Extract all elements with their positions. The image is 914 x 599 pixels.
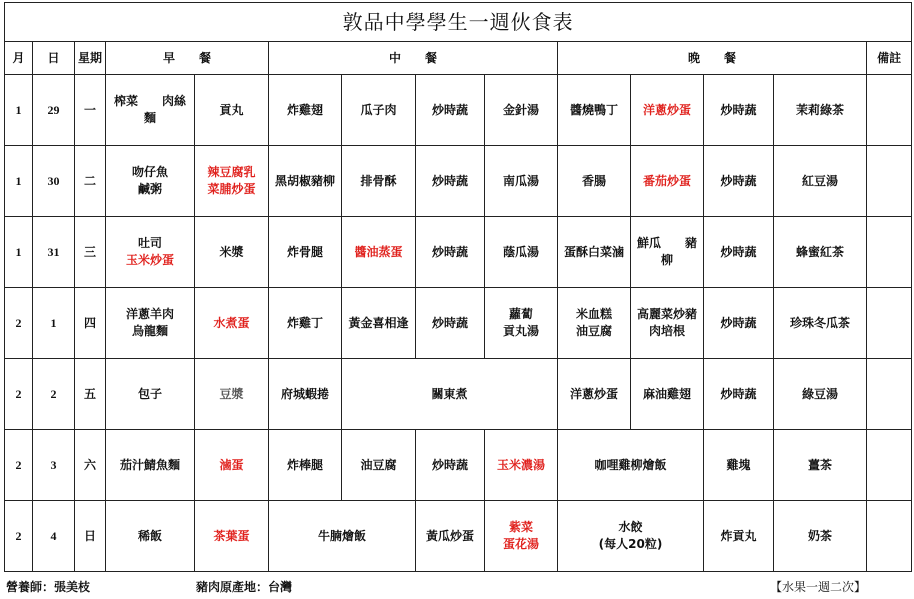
- dinner-combined-dish: 咖哩雞柳燴飯: [558, 430, 704, 501]
- header-day: 日: [33, 42, 75, 75]
- breakfast-side: 水煮蛋: [195, 288, 269, 359]
- lunch-dish: 醬油蒸蛋: [342, 217, 416, 288]
- breakfast-main-extra: 玉米炒蛋: [125, 253, 174, 267]
- header-note: 備註: [867, 42, 912, 75]
- lunch-dish: 排骨酥: [342, 146, 416, 217]
- month-cell: 1: [5, 75, 33, 146]
- note-cell: [867, 75, 912, 146]
- lunch-dish: 炒時蔬: [416, 217, 485, 288]
- header-month: 月: [5, 42, 33, 75]
- dinner-dish: 炒時蔬: [704, 146, 774, 217]
- dinner-dish: 鮮瓜 豬 柳: [631, 217, 704, 288]
- day-cell: 3: [33, 430, 75, 501]
- table-row: [5, 288, 912, 359]
- weekday-cell: 六: [75, 430, 106, 501]
- dinner-dish: 炸貢丸: [704, 501, 774, 572]
- lunch-dish: 炒時蔬: [416, 146, 485, 217]
- note-cell: [867, 359, 912, 430]
- dinner-dish: 炒時蔬: [704, 359, 774, 430]
- dinner-drink: 薑茶: [774, 430, 867, 501]
- note-cell: [867, 217, 912, 288]
- dinner-dish: 炒時蔬: [704, 288, 774, 359]
- lunch-soup: 玉米濃湯: [485, 430, 558, 501]
- header-breakfast: 早 餐: [106, 42, 269, 75]
- breakfast-main: 茄汁鯖魚麵: [106, 430, 195, 501]
- dinner-dish: 麻油雞翅: [631, 359, 704, 430]
- table-row: [5, 501, 912, 572]
- lunch-dish: 炒時蔬: [416, 430, 485, 501]
- dinner-dish: 雞塊: [704, 430, 774, 501]
- day-cell: 4: [33, 501, 75, 572]
- lunch-dish: 炸棒腿: [269, 430, 342, 501]
- month-cell: 1: [5, 217, 33, 288]
- weekday-cell: 三: [75, 217, 106, 288]
- lunch-soup: 金針湯: [485, 75, 558, 146]
- lunch-dish: 瓜子肉: [342, 75, 416, 146]
- table-row: [5, 359, 912, 430]
- dinner-dish: 炒時蔬: [704, 75, 774, 146]
- dinner-drink: 蜂蜜紅茶: [774, 217, 867, 288]
- breakfast-main: 稀飯: [106, 501, 195, 572]
- header-lunch: 中 餐: [269, 42, 558, 75]
- lunch-soup: 蔭瓜湯: [485, 217, 558, 288]
- breakfast-main: 吻仔魚 鹹粥: [106, 146, 195, 217]
- breakfast-main: 包子: [106, 359, 195, 430]
- lunch-soup: 蘿蔔 貢丸湯: [485, 288, 558, 359]
- lunch-dish: 黃金喜相逢: [342, 288, 416, 359]
- dinner-dish: 高麗菜炒豬 肉培根: [631, 288, 704, 359]
- lunch-soup: 紫菜 蛋花湯: [485, 501, 558, 572]
- page-title: 敦品中學學生一週伙食表: [5, 3, 912, 42]
- weekly-menu-table: [4, 2, 912, 572]
- dinner-dish: 香腸: [558, 146, 631, 217]
- fruit-note: 【水果一週二次】: [770, 580, 867, 594]
- lunch-dish: 府城蝦捲: [269, 359, 342, 430]
- dinner-dish: 番茄炒蛋: [631, 146, 704, 217]
- table-row: [5, 430, 912, 501]
- table-row: [5, 146, 912, 217]
- day-cell: 2: [33, 359, 75, 430]
- breakfast-side: 茶葉蛋: [195, 501, 269, 572]
- weekday-cell: 一: [75, 75, 106, 146]
- weekday-cell: 二: [75, 146, 106, 217]
- lunch-dish: 油豆腐: [342, 430, 416, 501]
- dinner-combined-dish: 水餃 (每人20粒): [558, 501, 704, 572]
- breakfast-side: 辣豆腐乳 菜脯炒蛋: [195, 146, 269, 217]
- month-cell: 2: [5, 288, 33, 359]
- breakfast-main: 洋蔥羊肉 烏龍麵: [106, 288, 195, 359]
- lunch-dish: 炒時蔬: [416, 75, 485, 146]
- dinner-dish: 米血糕 油豆腐: [558, 288, 631, 359]
- table-row: [5, 217, 912, 288]
- lunch-dish: 黑胡椒豬柳: [269, 146, 342, 217]
- breakfast-side: 米漿: [195, 217, 269, 288]
- breakfast-side: 滷蛋: [195, 430, 269, 501]
- dinner-drink: 茉莉綠茶: [774, 75, 867, 146]
- dinner-drink: 綠豆湯: [774, 359, 867, 430]
- breakfast-main-line: 吐司: [137, 236, 162, 250]
- month-cell: 2: [5, 430, 33, 501]
- pork-origin-label: 豬肉原產地：台灣: [196, 580, 293, 594]
- day-cell: 1: [33, 288, 75, 359]
- lunch-dish: 炸雞丁: [269, 288, 342, 359]
- lunch-combined-dish: 關東煮: [342, 359, 558, 430]
- note-cell: [867, 501, 912, 572]
- dinner-dish: 醬燒鴨丁: [558, 75, 631, 146]
- lunch-soup: 南瓜湯: [485, 146, 558, 217]
- month-cell: 2: [5, 501, 33, 572]
- day-cell: 29: [33, 75, 75, 146]
- dinner-drink: 珍珠冬瓜茶: [774, 288, 867, 359]
- dinner-dish: 洋蔥炒蛋: [631, 75, 704, 146]
- lunch-combined-dish: 牛腩燴飯: [269, 501, 416, 572]
- weekday-cell: 四: [75, 288, 106, 359]
- dinner-drink: 奶茶: [774, 501, 867, 572]
- weekday-cell: 五: [75, 359, 106, 430]
- month-cell: 2: [5, 359, 33, 430]
- dinner-dish: 蛋酥白菜滷: [558, 217, 631, 288]
- lunch-dish: 炒時蔬: [416, 288, 485, 359]
- dinner-dish: 炒時蔬: [704, 217, 774, 288]
- dinner-dish: 洋蔥炒蛋: [558, 359, 631, 430]
- header-weekday: 星期: [75, 42, 106, 75]
- breakfast-main: [106, 217, 195, 288]
- table-row: [5, 75, 912, 146]
- day-cell: 30: [33, 146, 75, 217]
- lunch-dish: 黃瓜炒蛋: [416, 501, 485, 572]
- note-cell: [867, 146, 912, 217]
- breakfast-main: 榨菜 肉絲 麵: [106, 75, 195, 146]
- breakfast-side: 貢丸: [195, 75, 269, 146]
- dinner-drink: 紅豆湯: [774, 146, 867, 217]
- lunch-dish: 炸骨腿: [269, 217, 342, 288]
- note-cell: [867, 288, 912, 359]
- day-cell: 31: [33, 217, 75, 288]
- lunch-dish: 炸雞翅: [269, 75, 342, 146]
- weekday-cell: 日: [75, 501, 106, 572]
- breakfast-side: 豆漿: [195, 359, 269, 430]
- month-cell: 1: [5, 146, 33, 217]
- dietitian-label: 營養師：張美枝: [6, 580, 91, 594]
- note-cell: [867, 430, 912, 501]
- header-dinner: 晚 餐: [558, 42, 867, 75]
